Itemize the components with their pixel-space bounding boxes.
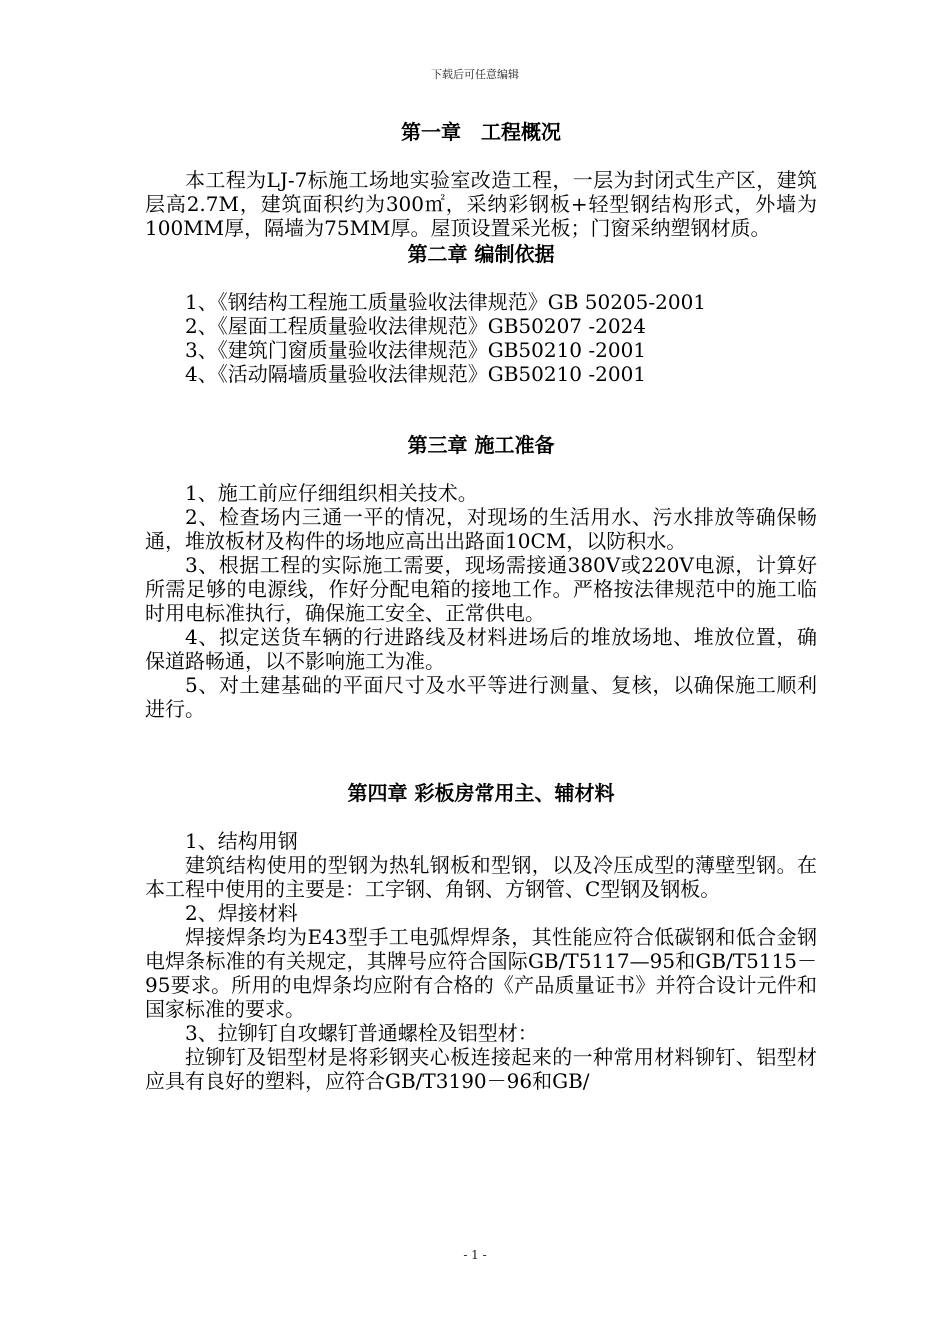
preparation-item: 2、检查场内三通一平的情况，对现场的生活用水、污水排放等确保畅通，堆放板材及构件的场地应高出出路面10CM，以防积水。 [145,505,817,553]
reference-item: 2、《屋面工程质量验收法律规范》GB50207 -2024 [185,314,647,338]
reference-item: 1、《钢结构工程施工质量验收法律规范》GB 50205-2001 [185,290,707,314]
reference-item: 3、《建筑门窗质量验收法律规范》GB50210 -2001 [185,338,647,362]
chapter-1-title: 第一章 工程概况 [401,120,561,144]
preparation-item: 3、根据工程的实际施工需要，现场需接通380V或220V电源，计算好所需足够的电源线，作好分配电箱的接地工作。严格按法律规范中的施工临时用电标准执行，确保施工安全、正常供电。 [145,553,817,625]
preparation-item: 4、拟定送货车辆的行进路线及材料进场后的堆放场地、堆放位置，确保道路畅通，以不影响施工为准。 [145,625,817,673]
document-body [145,118,817,1093]
material-heading: 2、焊接材料 [185,901,298,925]
page-number: - 1 - [463,1248,487,1262]
material-paragraph: 焊接焊条均为E43型手工电弧焊焊条，其性能应符合低碳钢和低合金钢电焊条标准的有关规定，其牌号应符合国际GB/T5117—95和GB/T5115－95要求。所用的电焊条均应附有合格的《产品质量证书》并符合设计元件和国家标准的要求。 [145,925,817,1021]
chapter-3-title: 第三章 施工准备 [407,433,555,457]
material-paragraph: 建筑结构使用的型钢为热轧钢板和型钢，以及冷压成型的薄壁型钢。在本工程中使用的主要是：工字钢、角钢、方钢管、C型钢及钢板。 [145,853,817,901]
chapter-4-title: 第四章 彩板房常用主、辅材料 [347,781,615,805]
material-heading: 1、结构用钢 [185,829,298,853]
reference-item: 4、《活动隔墙质量验收法律规范》GB50210 -2001 [185,362,647,386]
material-heading: 3、拉铆钉自攻螺钉普通螺栓及铝型材： [185,1021,538,1045]
preparation-item: 5、对土建基础的平面尺寸及水平等进行测量、复核，以确保施工顺利进行。 [145,673,817,721]
chapter-2-title: 第二章 编制依据 [407,242,555,266]
chapter-1-paragraph: 本工程为LJ-7标施工场地实验室改造工程，一层为封闭式生产区，建筑层高2.7M，建筑面积约为300㎡，采纳彩钢板+轻型钢结构形式，外墙为100MM厚，隔墙为75MM厚。屋顶设置采光板；门窗采纳塑钢材质。 [145,168,817,240]
material-paragraph: 拉铆钉及铝型材是将彩钢夹心板连接起来的一种常用材料铆钉、铝型材应具有良好的塑料，应符合GB/T3190－96和GB/ [145,1045,817,1093]
page-header: 下载后可任意编辑 [431,68,519,81]
preparation-item: 1、施工前应仔细组织相关技术。 [185,481,478,505]
